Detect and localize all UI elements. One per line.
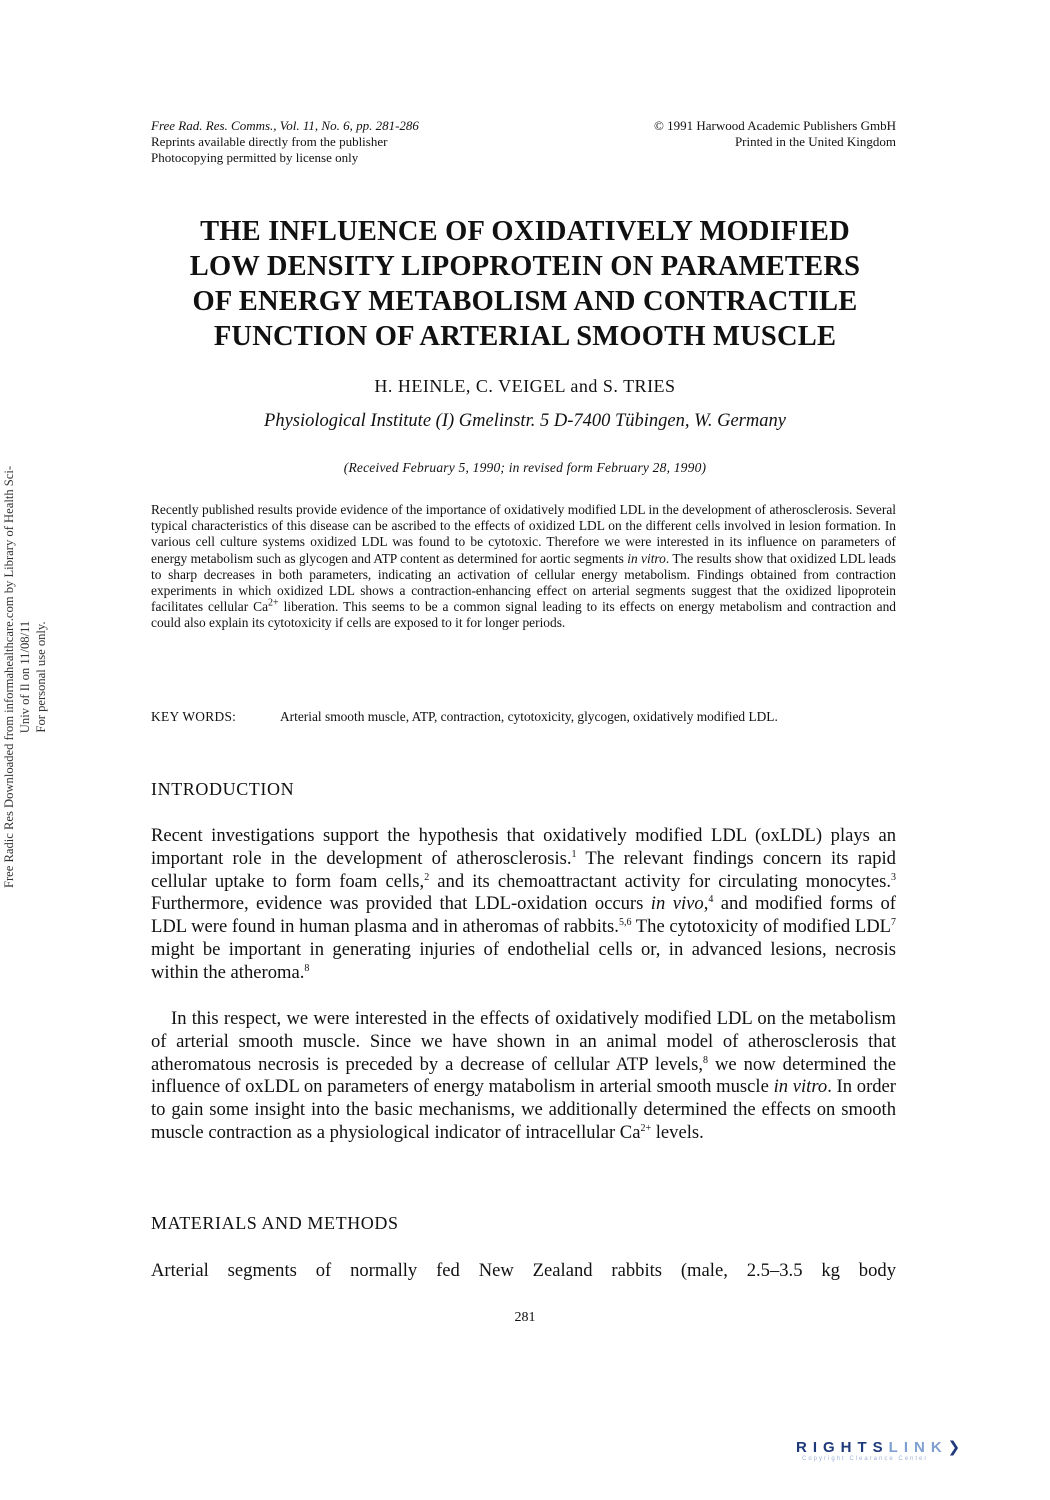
ref-sup: 1 bbox=[571, 848, 577, 860]
title-line-2: LOW DENSITY LIPOPROTEIN ON PARAMETERS bbox=[189, 251, 861, 282]
title-line-3: OF ENERGY METABOLISM AND CONTRACTILE bbox=[192, 286, 858, 317]
download-notice-line-2: For personal use only. bbox=[34, 621, 48, 733]
ref-sup: 4 bbox=[708, 894, 714, 906]
intro-p1-italic: in vivo bbox=[650, 893, 704, 915]
intro-p2-text: In this respect, we were interested in the effects of oxidatively modified LDL on the metabolism of arterial smooth muscle. Since we have shown in an animal model of atherosclerosis that atheromatous necrosis is preceded by a decrease of cellular ATP levels, bbox=[151, 1008, 896, 1075]
intro-p2-text: levels. bbox=[651, 1121, 704, 1143]
publisher-info bbox=[560, 118, 896, 150]
intro-paragraph-2 bbox=[151, 1008, 896, 1145]
citation-line-1 bbox=[151, 118, 571, 134]
authors: H. HEINLE, C. VEIGEL and S. TRIES bbox=[374, 376, 676, 396]
intro-heading: INTRODUCTION bbox=[151, 779, 295, 799]
keywords-label: KEY WORDS: bbox=[151, 709, 237, 724]
intro-p1-text: and modified forms of LDL were found in human plasma and in atheromas of rabbits. bbox=[151, 893, 896, 938]
keywords bbox=[151, 709, 896, 725]
rightslink-link: LINK bbox=[888, 1439, 948, 1456]
intro-p2-text: we now determined the influence of oxLDL on parameters of energy matabolism in arterial smooth muscle bbox=[151, 1053, 896, 1098]
abstract-text-2: . The results show that oxidized LDL leads to sharp decreases in both parameters, indicating an activation of cellular energy metabolism. Findings obtained from contraction experiments in which oxidized LDL shows a contraction-enhancing effect on arterial segments suggest that the oxidized lipoprotein facilitates cellular Ca bbox=[151, 550, 896, 615]
download-notice-line-1: Free Radic Res Downloaded from informahealthcare.com by Library of Health Sci-Univ of Il on 11/08/11 bbox=[2, 465, 32, 889]
citation-line-3: Photocopying permitted by license only bbox=[151, 150, 359, 165]
intro-p1-text: Recent investigations support the hypothesis that oxidatively modified LDL (oxLDL) plays an important role in the development of atherosclerosis. bbox=[151, 825, 896, 869]
paper-title bbox=[120, 214, 930, 354]
citation-text: Free Rad. Res. Comms., Vol. 11, No. 6, pp. 281-286 bbox=[151, 118, 419, 133]
abstract-italic: in vitro bbox=[627, 550, 666, 566]
intro-p1-text: might be important in generating injuries of endothelial cells or, in advanced lesions, necrosis within the atheroma. bbox=[151, 938, 896, 983]
ref-sup: 3 bbox=[891, 871, 896, 883]
printed-line: Printed in the United Kingdom bbox=[734, 134, 896, 149]
methods-paragraph: Arterial segments of normally fed New Zealand rabbits (male, 2.5–3.5 kg body bbox=[151, 1260, 896, 1281]
abstract bbox=[151, 502, 896, 632]
intro-p2-text: . In order to gain some insight into the basic mechanisms, we additionally determined the effects on smooth muscle contraction as a physiological indicator of intracellular Ca bbox=[151, 1076, 896, 1143]
received-date: (Received February 5, 1990; in revised form February 28, 1990) bbox=[343, 460, 707, 475]
ref-sup: 7 bbox=[891, 917, 896, 928]
journal-citation bbox=[151, 118, 571, 166]
copyright-line: © 1991 Harwood Academic Publishers GmbH bbox=[653, 118, 896, 133]
methods-heading: MATERIALS AND METHODS bbox=[151, 1213, 399, 1233]
chevron-right-icon: ❯ bbox=[947, 1439, 961, 1456]
rightslink-wordmark bbox=[796, 1438, 1036, 1456]
ref-sup: 5,6 bbox=[618, 917, 632, 928]
abstract-sup: 2+ bbox=[268, 597, 279, 609]
title-line-1: THE INFLUENCE OF OXIDATIVELY MODIFIED bbox=[200, 216, 850, 247]
title-line-4: FUNCTION OF ARTERIAL SMOOTH MUSCLE bbox=[213, 321, 837, 352]
intro-p2-italic: in vitro bbox=[773, 1076, 828, 1098]
rightslink-subtitle: Copyright Clearance Center bbox=[802, 1456, 929, 1462]
intro-p1-text: , bbox=[703, 893, 709, 915]
intro-p1-text: The relevant findings concern its rapid cellular uptake to form foam cells, bbox=[151, 847, 896, 892]
ref-sup: 8 bbox=[304, 962, 310, 974]
citation-line-2: Reprints available directly from the publisher bbox=[151, 134, 388, 149]
rightslink-logo bbox=[796, 1438, 1036, 1474]
ref-sup: 8 bbox=[702, 1054, 708, 1066]
abstract-text-3: liberation. This seems to be a common signal leading to its effects on energy metabolism and contraction and could also explain its cytotoxicity if cells are exposed to it for longer periods. bbox=[151, 599, 896, 631]
ion-sup: 2+ bbox=[640, 1122, 652, 1134]
intro-p1-text: The cytotoxicity of modified LDL bbox=[631, 916, 891, 938]
keywords-text: Arterial smooth muscle, ATP, contraction, cytotoxicity, glycogen, oxidatively modified LDL. bbox=[280, 709, 778, 724]
intro-p1-text: and its chemoattractant activity for circulating monocytes. bbox=[429, 870, 891, 892]
abstract-text-1: Recently published results provide evidence of the importance of oxidatively modified LDL in the development of atherosclerosis. Several typical characteristics of this disease can be ascribed to the effects of oxidized LDL on the different cells involved in lesion formation. In various cell culture systems oxidized LDL was found to be cytotoxic. Therefore we were interested in its influence on parameters of energy metabolism such as glycogen and ATP content as determined for aortic segments bbox=[151, 502, 896, 566]
page-number: 281 bbox=[514, 1310, 536, 1325]
affiliation: Physiological Institute (I) Gmelinstr. 5 D-7400 Tübingen, W. Germany bbox=[264, 411, 786, 431]
intro-paragraph-1 bbox=[151, 825, 896, 985]
ref-sup: 2 bbox=[424, 871, 430, 883]
intro-p1-text: Furthermore, evidence was provided that LDL-oxidation occurs bbox=[151, 893, 651, 915]
download-notice bbox=[1, 457, 49, 897]
rightslink-rights: RIGHTS bbox=[796, 1439, 889, 1456]
